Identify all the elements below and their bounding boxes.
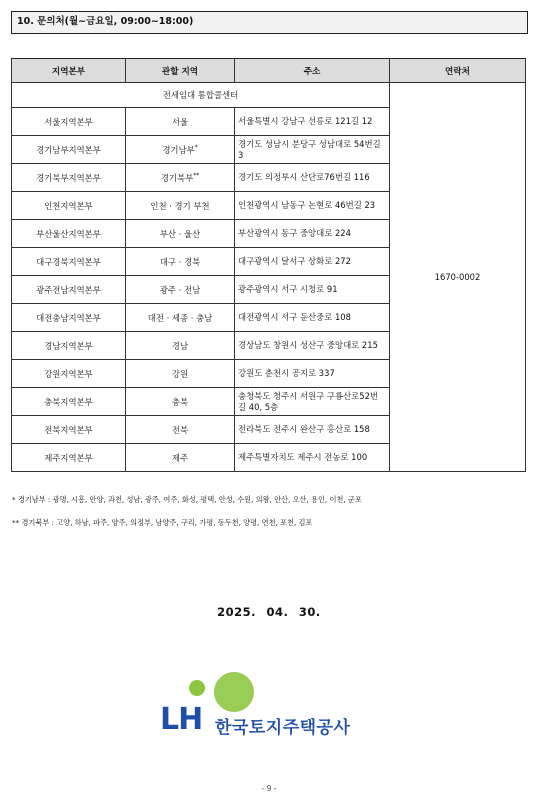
cell-address: 경기도 성남시 분당구 성남대로 54번길 3 [235, 136, 390, 164]
cell-hq: 부산울산지역본부 [12, 220, 126, 248]
area-label: 경남 [171, 340, 189, 351]
cell-area [126, 304, 235, 332]
cell-area [126, 220, 235, 248]
section-title: 10. 문의처(월~금요일, 09:00~18:00) [11, 11, 528, 34]
area-label: 광주 · 전남 [159, 284, 201, 295]
cell-hq: 대구경북지역본부 [12, 248, 126, 276]
area-label: 충북 [171, 396, 189, 407]
header-address: 주소 [235, 59, 390, 83]
area-label: 경기북부 [160, 172, 194, 183]
table-row-call-center [12, 83, 526, 108]
header-hq: 지역본부 [12, 59, 126, 83]
cell-address: 광주광역시 서구 시청로 91 [235, 276, 390, 304]
cell-area [126, 332, 235, 360]
cell-hq: 강원지역본부 [12, 360, 126, 388]
cell-hq: 충북지역본부 [12, 388, 126, 416]
cell-area [126, 248, 235, 276]
cell-address: 인천광역시 남동구 논현로 46번길 23 [235, 192, 390, 220]
phone-number: 1670-0002 [390, 83, 526, 472]
cell-address: 부산광역시 동구 중앙대로 224 [235, 220, 390, 248]
cell-hq: 경기남부지역본부 [12, 136, 126, 164]
cell-area [126, 360, 235, 388]
footnote-gyeonggi-south: * 경기남부 : 광명, 시흥, 안양, 과천, 성남, 광주, 여주, 화성, 평택, 안성, 수원, 의왕, 안산, 오산, 용인, 이천, 군포 [12, 495, 362, 504]
cell-hq: 제주지역본부 [12, 444, 126, 472]
cell-hq: 광주전남지역본부 [12, 276, 126, 304]
document-date: 2025. 04. 30. [217, 605, 321, 619]
area-label: 제주 [171, 452, 189, 463]
cell-address: 충청북도 청주시 서원구 구룡산로52번길 40, 5층 [235, 388, 390, 416]
area-label: 전북 [171, 424, 189, 435]
cell-address: 전라북도 전주시 완산구 홍산로 158 [235, 416, 390, 444]
footnote-mark: * [194, 143, 198, 151]
cell-hq: 인천지역본부 [12, 192, 126, 220]
header-phone: 연락처 [390, 59, 526, 83]
cell-area [126, 388, 235, 416]
cell-area [126, 108, 235, 136]
cell-area [126, 192, 235, 220]
page-number: - 9 - [261, 784, 277, 793]
cell-hq: 경기북부지역본부 [12, 164, 126, 192]
lh-logo [160, 672, 400, 744]
area-label: 인천 · 경기 부천 [150, 200, 210, 211]
cell-area [126, 276, 235, 304]
cell-hq: 경남지역본부 [12, 332, 126, 360]
cell-area [126, 136, 235, 164]
area-label: 강원 [171, 368, 189, 379]
logo-mark: LH [160, 702, 203, 737]
contact-table [11, 58, 526, 472]
footnote-gyeonggi-north: ** 경기북부 : 고양, 하남, 파주, 양주, 의정부, 남양주, 구리, 가평, 동두천, 양평, 연천, 포천, 김포 [12, 518, 313, 527]
header-area: 관할 지역 [126, 59, 235, 83]
area-label: 서울 [171, 116, 189, 127]
cell-address: 경기도 의정부시 산단로76번길 116 [235, 164, 390, 192]
footnote-mark: ** [193, 171, 200, 179]
cell-area [126, 164, 235, 192]
cell-hq: 대전충남지역본부 [12, 304, 126, 332]
call-center-label: 전세임대 통합콜센터 [12, 83, 390, 108]
cell-hq: 서울지역본부 [12, 108, 126, 136]
area-label: 부산 · 울산 [159, 228, 201, 239]
cell-area [126, 416, 235, 444]
area-label: 대구 · 경북 [159, 256, 201, 267]
cell-address: 서울특별시 강남구 선릉로 121길 12 [235, 108, 390, 136]
footnotes [12, 488, 527, 534]
area-label: 대전 · 세종 · 충남 [147, 312, 213, 323]
area-label: 경기남부 [162, 144, 195, 155]
table-header-row [12, 59, 526, 83]
cell-address: 제주특별자치도 제주시 전농로 100 [235, 444, 390, 472]
cell-address: 경상남도 창원시 성산구 중앙대로 215 [235, 332, 390, 360]
cell-address: 강원도 춘천시 공지로 337 [235, 360, 390, 388]
logo-company-name: 한국토지주택공사 [215, 718, 351, 738]
cell-address: 대전광역시 서구 둔산중로 108 [235, 304, 390, 332]
cell-hq: 전북지역본부 [12, 416, 126, 444]
cell-address: 대구광역시 달서구 상화로 272 [235, 248, 390, 276]
cell-area [126, 444, 235, 472]
